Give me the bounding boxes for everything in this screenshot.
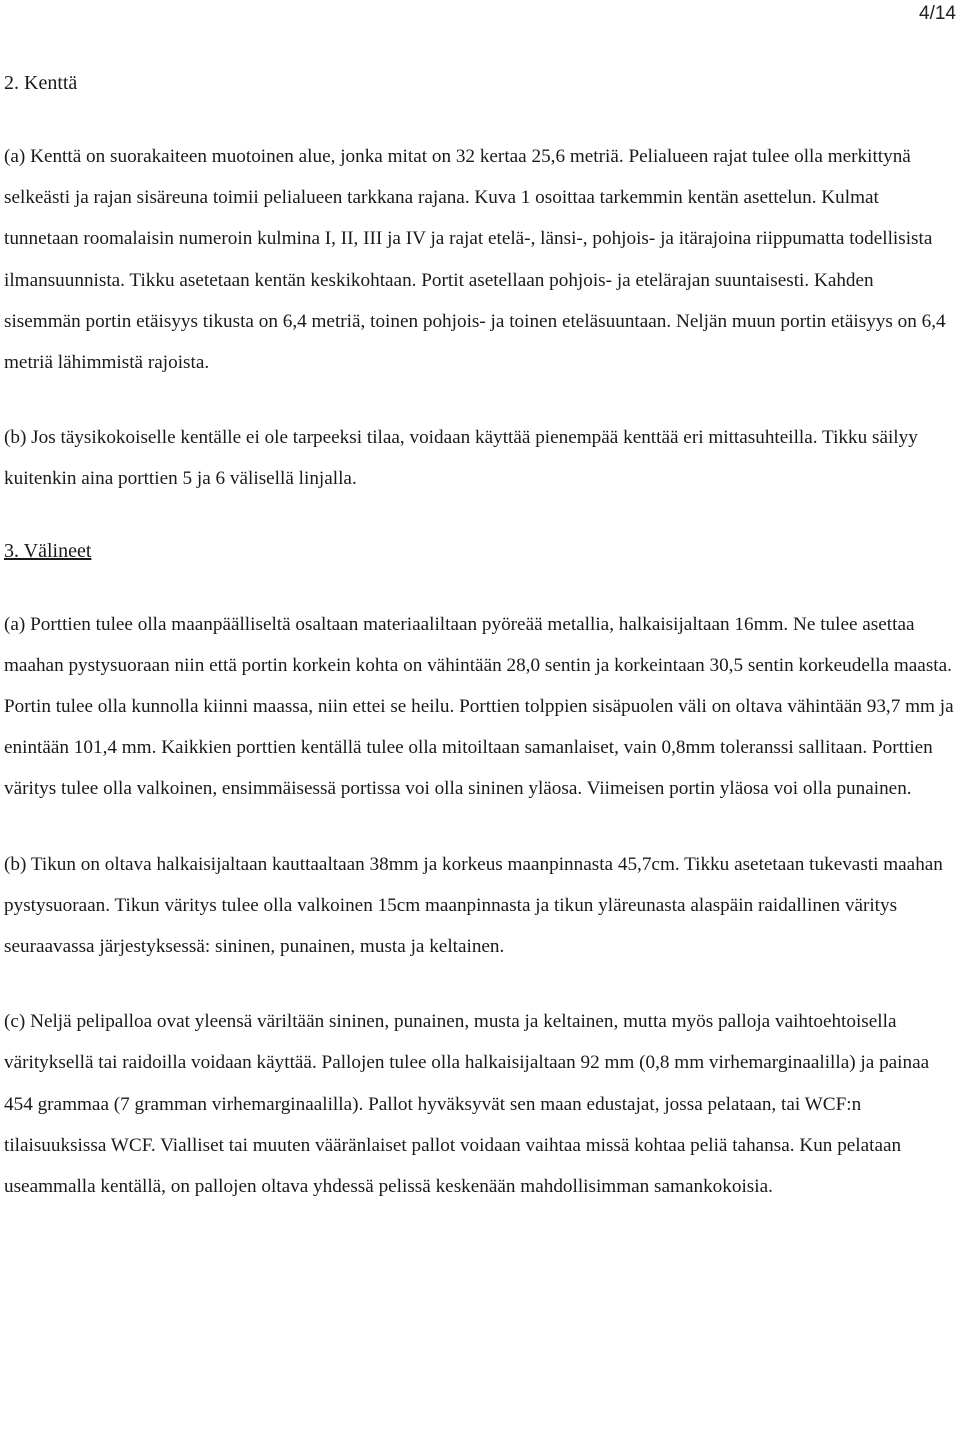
paragraph-valineet-c: (c) Neljä pelipalloa ovat yleensä väriltään sininen, punainen, musta ja keltainen, mutta myös palloja vaihtoehtoisella värityksellä tai raidoilla voidaan käyttää. Pallojen tulee olla halkaisijaltaan 92 mm (0,8 mm virhemarginaalilla) ja painaa 454 grammaa (7 gramman virhemarginaalilla). Pallot hyväksyvät sen maan edustajat, jossa pelataan, tai WCF:n tilaisuuksissa WCF. Vialliset tai muuten vääränlaiset pallot voidaan vaihtaa missä kohtaa peliä tahansa. Kun pelataan useammalla kentällä, on pallojen oltava yhdessä pelissä keskenään mahdollisimman samankokoisia. [4,1011,930,1198]
spacer [4,383,954,417]
section-heading-valineet [4,530,954,572]
section-heading-kentta: 2. Kenttä [4,72,78,94]
spacer [4,967,954,1001]
paragraph-kentta-b: (b) Jos täysikokoiselle kentälle ei ole tarpeeksi tilaa, voidaan käyttää pienempää kenttää eri mittasuhteilla. Tikku säilyy kuitenkin aina porttien 5 ja 6 välisellä linjalla. [4,427,918,490]
spacer [4,104,954,136]
spacer [4,810,954,844]
document-body [4,62,954,1207]
paragraph-kentta-a: (a) Kenttä on suorakaiteen muotoinen alue, jonka mitat on 32 kertaa 25,6 metriä. Pelialueen rajat tulee olla merkittynä selkeästi ja rajan sisäreuna toimii pelialueen tarkkana rajana. Kuva 1 osoittaa tarkemmin kentän asettelun. Kulmat tunnetaan roomalaisin numeroin kulmina I, II, III ja IV ja rajat etelä-, länsi-, pohjois- ja itärajoina riippumatta todellisista ilmansuunnista. Tikku asetetaan kentän keskikohtaan. Portit asetellaan pohjois- ja etelärajan suuntaisesti. Kahden sisemmän portin etäisyys tikusta on 6,4 metriä, toinen pohjois- ja toinen eteläsuuntaan. Neljän muun portin etäisyys on 6,4 metriä lähimmistä rajoista. [4,146,946,374]
section-heading-valineet-text: 3. Välineet [4,539,92,562]
paragraph-valineet-b: (b) Tikun on oltava halkaisijaltaan kauttaaltaan 38mm ja korkeus maanpinnasta 45,7cm. Tikku asetetaan tukevasti maahan pystysuoraan. Tikun väritys tulee olla valkoinen 15cm maanpinnasta ja tikun yläreunasta alaspäin raidallinen väritys seuraavassa järjestyksessä: sininen, punainen, musta ja keltainen. [4,853,943,958]
page-number: 4/14 [919,3,956,24]
spacer [4,500,954,530]
paragraph-valineet-a: (a) Porttien tulee olla maanpäälliseltä osaltaan materiaaliltaan pyöreää metallia, halkaisijaltaan 16mm. Ne tulee asettaa maahan pystysuoraan niin että portin korkein kohta on vähintään 28,0 sentin ja korkeintaan 30,5 sentin korkeudella maasta. Portin tulee olla kunnolla kiinni maassa, niin ettei se heilu. Porttien tolppien sisäpuolen väli on oltava vähintään 93,7 mm ja enintään 101,4 mm. Kaikkien porttien kentällä tulee olla mitoiltaan samanlaiset, vain 0,8mm toleranssi sallitaan. Porttien väritys tulee olla valkoinen, ensimmäisessä portissa voi olla sininen yläosa. Viimeisen portin yläosa voi olla punainen. [4,613,954,800]
spacer [4,572,954,604]
